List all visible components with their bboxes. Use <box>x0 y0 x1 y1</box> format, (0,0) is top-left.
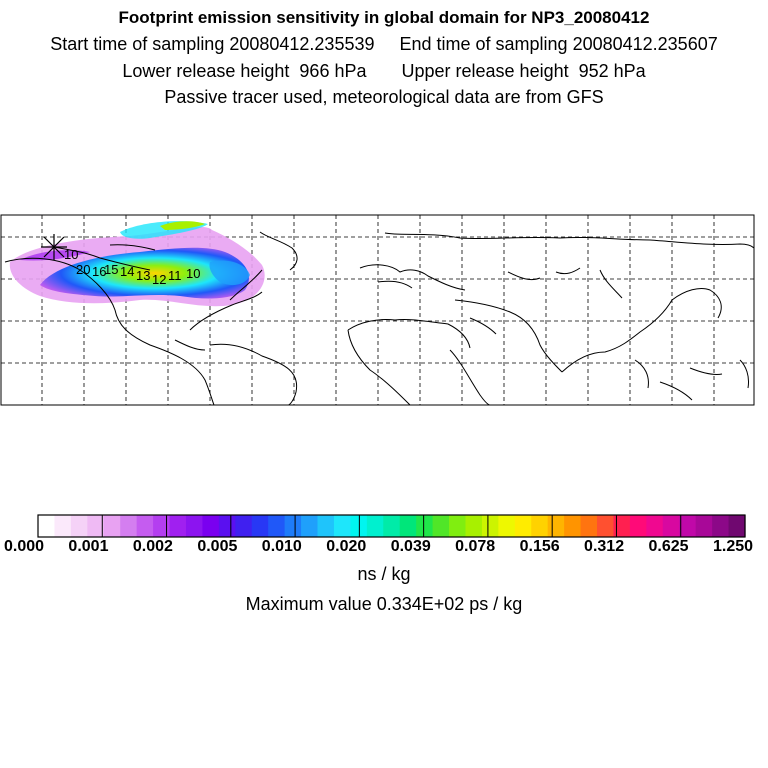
trajectory-label: 12 <box>152 272 167 287</box>
colorbar-swatch <box>219 515 236 537</box>
colorbar-swatch <box>252 515 269 537</box>
colorbar-tick-label: 0.625 <box>648 538 689 555</box>
colorbar-swatch <box>581 515 598 537</box>
maximum-value: Maximum value 0.334E+02 ps / kg <box>245 594 523 614</box>
colorbar-swatch <box>268 515 285 537</box>
colorbar-swatch <box>531 515 548 537</box>
colorbar-swatch <box>663 515 680 537</box>
colorbar-tick-label: 0.020 <box>326 538 367 555</box>
colorbar-swatch <box>301 515 318 537</box>
tracer-info: Passive tracer used, meteorological data are from GFS <box>164 87 604 107</box>
colorbar-swatch <box>38 515 55 537</box>
colorbar-tick-label: 0.312 <box>584 538 625 555</box>
colorbar-swatch <box>104 515 121 537</box>
colorbar-tick-label: 1.250 <box>712 538 754 555</box>
colorbar-tick-label: 0.010 <box>261 538 302 555</box>
colorbar-swatch <box>696 515 713 537</box>
colorbar-swatch <box>153 515 170 537</box>
colorbar-swatch <box>630 515 647 537</box>
colorbar-swatch <box>597 515 614 537</box>
colorbar-tick-label: 0.000 <box>3 538 45 555</box>
colorbar-tick-label: 0.005 <box>197 538 238 555</box>
colorbar <box>38 515 746 537</box>
colorbar-tick-label: 0.039 <box>390 538 431 555</box>
colorbar-swatch <box>498 515 515 537</box>
colorbar-swatch <box>548 515 565 537</box>
colorbar-swatch <box>235 515 252 537</box>
colorbar-swatch <box>71 515 88 537</box>
trajectory-label: 11 <box>168 268 182 283</box>
trajectory-label: 20 <box>76 262 91 277</box>
trajectory-label: 15 <box>104 262 119 277</box>
release-heights: Lower release height 966 hPa Upper release height 952 hPa <box>122 61 646 81</box>
trajectory-label: 13 <box>136 268 151 283</box>
colorbar-swatch <box>416 515 433 537</box>
colorbar-swatch <box>515 515 532 537</box>
colorbar-tick-label: 0.001 <box>68 538 109 555</box>
colorbar-swatch <box>383 515 400 537</box>
trajectory-label: 14 <box>120 264 135 279</box>
colorbar-swatch <box>482 515 499 537</box>
colorbar-swatch <box>318 515 335 537</box>
colorbar-swatch <box>449 515 466 537</box>
colorbar-unit: ns / kg <box>357 564 411 584</box>
colorbar-swatch <box>120 515 137 537</box>
colorbar-swatch <box>729 515 746 537</box>
colorbar-swatch <box>202 515 219 537</box>
colorbar-tick-label: 0.078 <box>455 538 496 555</box>
colorbar-swatch <box>170 515 187 537</box>
plot-title: Footprint emission sensitivity in global domain for NP3_20080412 <box>118 8 650 27</box>
colorbar-swatch <box>646 515 663 537</box>
colorbar-swatch <box>334 515 351 537</box>
colorbar-swatch <box>465 515 482 537</box>
trajectory-label: 10 <box>64 247 79 262</box>
colorbar-swatch <box>285 515 302 537</box>
colorbar-swatch <box>137 515 154 537</box>
colorbar-tick-label: 0.002 <box>132 538 173 555</box>
colorbar-swatch <box>564 515 581 537</box>
colorbar-swatch <box>679 515 696 537</box>
sampling-times: Start time of sampling 20080412.235539 End time of sampling 20080412.235607 <box>50 34 718 54</box>
colorbar-swatch <box>367 515 384 537</box>
colorbar-swatch <box>712 515 729 537</box>
colorbar-swatch <box>54 515 71 537</box>
trajectory-label: 16 <box>92 264 107 279</box>
colorbar-swatch <box>186 515 203 537</box>
colorbar-swatch <box>433 515 450 537</box>
colorbar-tick-label: 0.156 <box>519 538 560 555</box>
colorbar-swatch <box>400 515 417 537</box>
trajectory-label: 10 <box>186 266 201 281</box>
